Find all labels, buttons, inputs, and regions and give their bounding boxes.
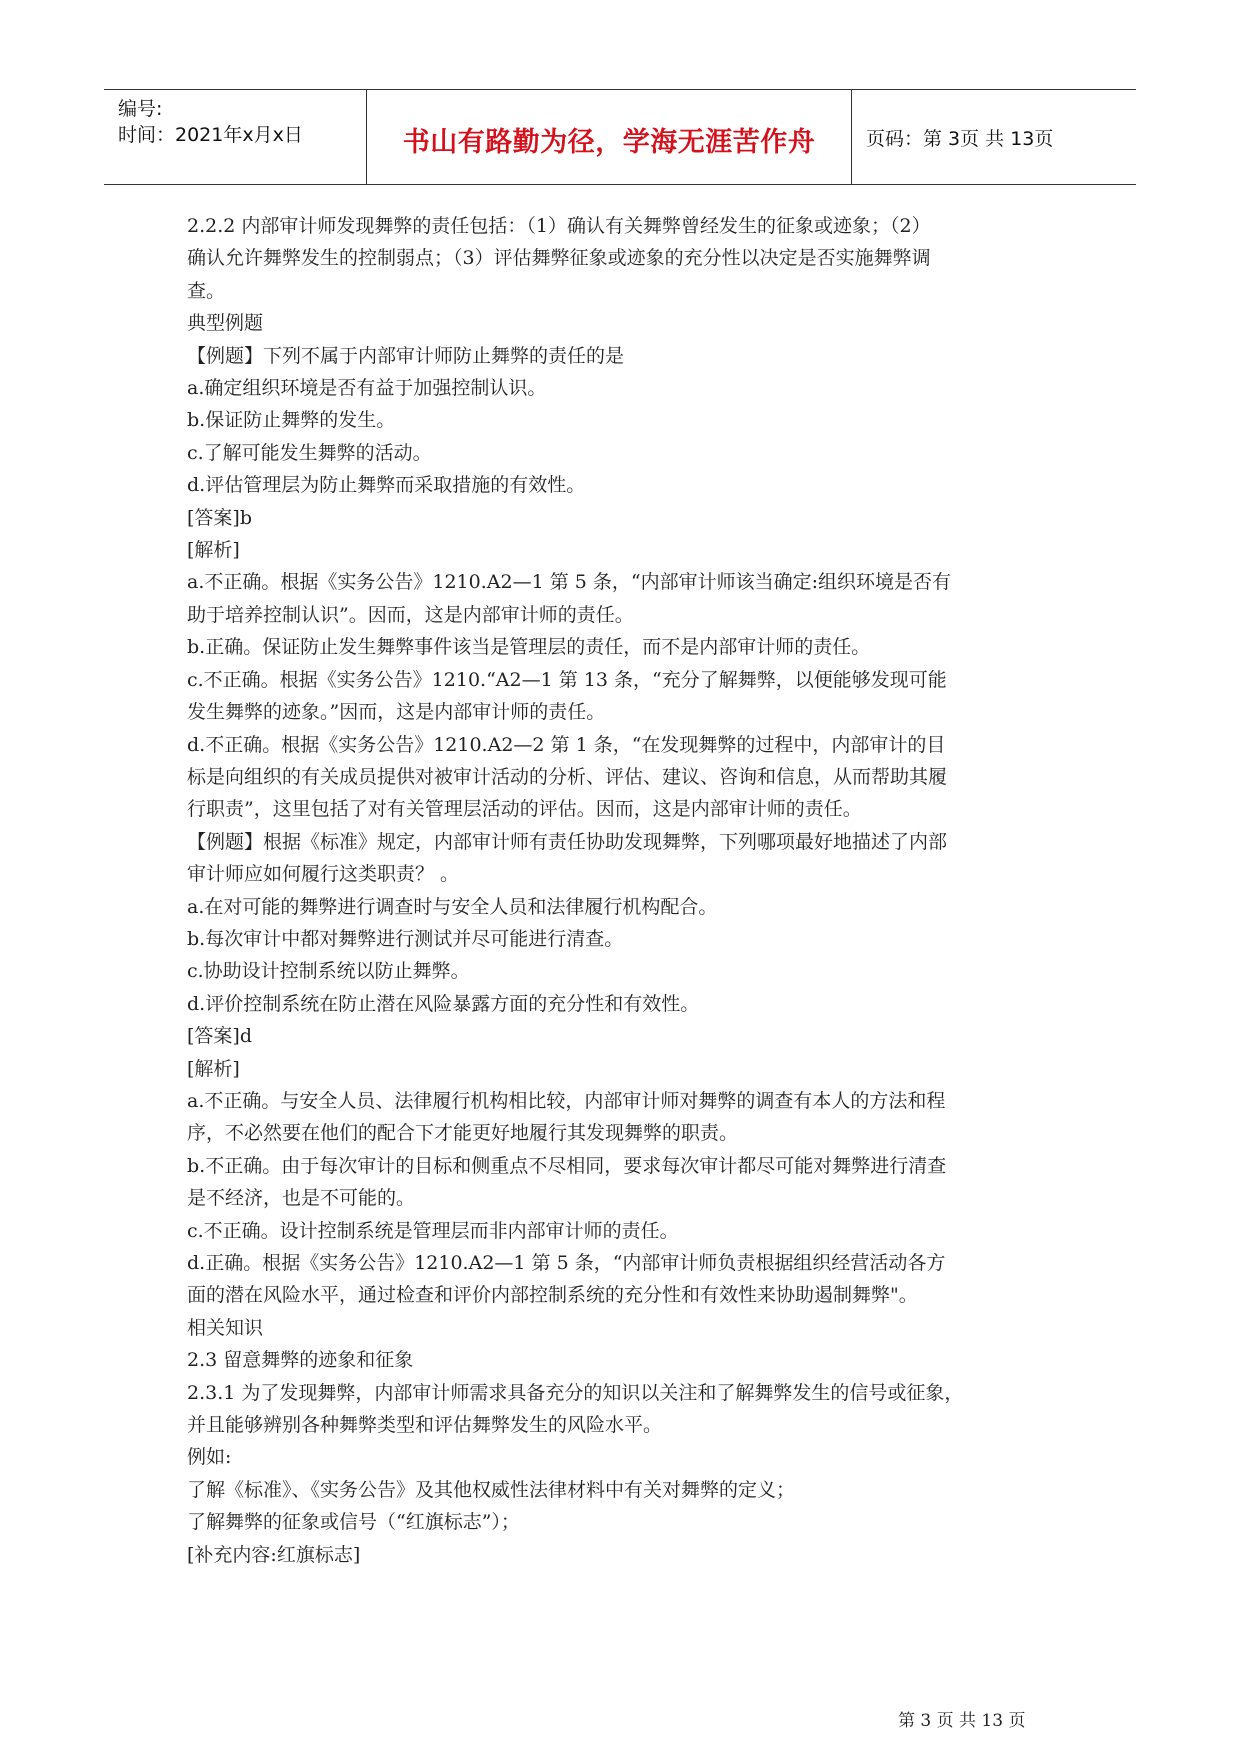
text-line: 行职责”，这里包括了对有关管理层活动的评估。因而，这是内部审计师的责任。 — [187, 798, 862, 821]
text-line: d.正确。根据《实务公告》1210.A2—1 第 5 条，“内部审计师负责根据组织经营活动各方 — [187, 1252, 946, 1274]
text-line: 审计师应如何履行这类职责？ 。 — [187, 863, 460, 886]
text-line: 序，不必然要在他们的配合下才能更好地履行其发现舞弊的职责。 — [187, 1122, 739, 1145]
text-line: 2.3 留意舞弊的迹象和征象 — [187, 1349, 414, 1372]
text-line: [补充内容:红旗标志] — [187, 1543, 361, 1566]
text-line: 面的潜在风险水平，通过检查和评价内部控制系统的充分性和有效性来协助遏制舞弊"。 — [187, 1284, 918, 1307]
text-line: 标是向组织的有关成员提供对被审计活动的分析、评估、建议、咨询和信息，从而帮助其履 — [187, 765, 948, 788]
page-footer: 第 3 页 共 13 页 — [898, 1711, 1026, 1731]
header-left-cell — [104, 90, 366, 184]
text-line: 发生舞弊的迹象。”因而，这是内部审计师的责任。 — [187, 701, 606, 724]
text-line: 【例题】下列不属于内部审计师防止舞弊的责任的是 — [187, 344, 625, 367]
text-line: b.不正确。由于每次审计的目标和侧重点不尽相同，要求每次审计都尽可能对舞弊进行清查 — [187, 1154, 947, 1177]
text-line: d.评估管理层为防止舞弊而采取措施的有效性。 — [187, 474, 586, 497]
text-line: 2.3.1 为了发现舞弊，内部审计师需求具备充分的知识以关注和了解舞弊发生的信号或征象， — [187, 1381, 964, 1404]
text-line: b.正确。保证防止发生舞弊事件该当是管理层的责任，而不是内部审计师的责任。 — [187, 636, 871, 659]
text-line: [解析] — [187, 539, 240, 562]
document-body — [187, 210, 1067, 1571]
text-line: b.保证防止舞弊的发生。 — [187, 409, 396, 432]
text-line: 查。 — [187, 279, 226, 302]
text-line: 助于培养控制认识”。因而，这是内部审计师的责任。 — [187, 603, 634, 626]
text-line: d.评价控制系统在防止潜在风险暴露方面的充分性和有效性。 — [187, 992, 700, 1015]
page-header — [104, 89, 1136, 185]
text-line: a.不正确。与安全人员、法律履行机构相比较，内部审计师对舞弊的调查有本人的方法和程 — [187, 1089, 946, 1112]
header-middle-cell — [366, 90, 852, 184]
text-line: a.在对可能的舞弊进行调查时与安全人员和法律履行机构配合。 — [187, 895, 718, 918]
document-time-label: 时间：2021年x月x日 — [118, 124, 303, 146]
text-line: 相关知识 — [187, 1316, 264, 1339]
text-line: 是不经济，也是不可能的。 — [187, 1187, 416, 1210]
text-line: 2.2.2 内部审计师发现舞弊的责任包括：（1）确认有关舞弊曾经发生的征象或迹象；（2） — [187, 215, 931, 237]
text-line: 【例题】根据《标准》规定，内部审计师有责任协助发现舞弊，下列哪项最好地描述了内部 — [187, 830, 948, 853]
header-page-number: 页码：第 3页 共 13页 — [866, 128, 1054, 150]
text-line: 确认允许舞弊发生的控制弱点；（3）评估舞弊征象或迹象的充分性以决定是否实施舞弊调 — [187, 247, 931, 270]
text-line: a.不正确。根据《实务公告》1210.A2—1 第 5 条，“内部审计师该当确定:组织环境是否有 — [187, 571, 951, 594]
text-line: 并且能够辨别各种舞弊类型和评估舞弊发生的风险水平。 — [187, 1414, 663, 1437]
text-line: 了解舞弊的征象或信号（“红旗标志”）； — [187, 1511, 520, 1534]
text-line: [答案]d — [187, 1025, 252, 1048]
text-line: 例如: — [187, 1446, 232, 1469]
text-line: c.不正确。根据《实务公告》1210.“A2—1 第 13 条，“充分了解舞弊，以便能够发现可能 — [187, 668, 947, 691]
text-line: [解析] — [187, 1057, 240, 1080]
document-number-label: 编号: — [118, 98, 163, 120]
text-line: a.确定组织环境是否有益于加强控制认识。 — [187, 377, 547, 400]
text-line: [答案]b — [187, 506, 252, 529]
text-line: 典型例题 — [187, 312, 264, 335]
text-line: c.了解可能发生舞弊的活动。 — [187, 441, 432, 464]
text-line: c.协助设计控制系统以防止舞弊。 — [187, 960, 470, 983]
text-line: b.每次审计中都对舞弊进行测试并尽可能进行清查。 — [187, 927, 624, 950]
text-line: 了解《标准》、《实务公告》及其他权威性法律材料中有关对舞弊的定义； — [187, 1478, 796, 1501]
text-line: d.不正确。根据《实务公告》1210.A2—2 第 1 条，“在发现舞弊的过程中，内部审计的目 — [187, 733, 946, 756]
header-right-cell — [852, 90, 1136, 184]
text-line: c.不正确。设计控制系统是管理层而非内部审计师的责任。 — [187, 1219, 679, 1242]
header-motto: 书山有路勤为径，学海无涯苦作舟 — [402, 127, 816, 158]
